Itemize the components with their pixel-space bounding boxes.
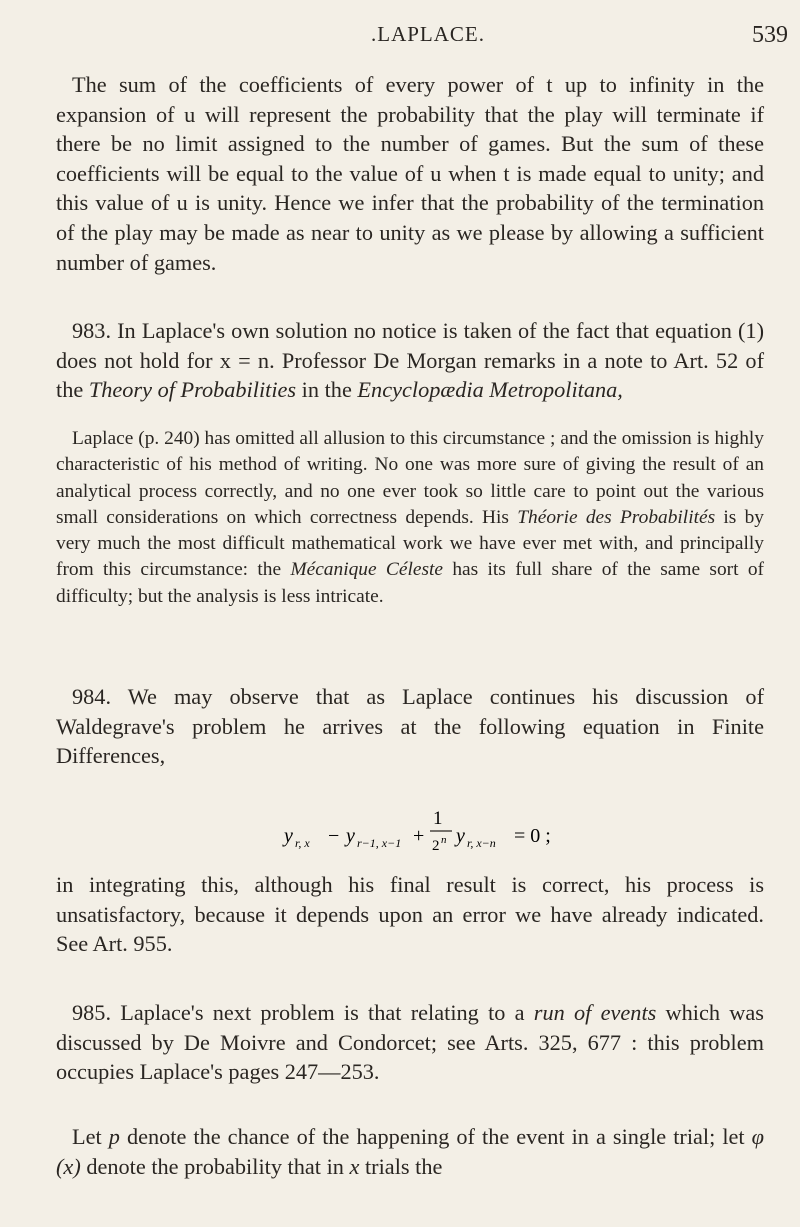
running-title: .LAPLACE. (371, 22, 485, 46)
book-title-theorie: Théorie des Probabilités (517, 506, 716, 528)
paragraph-984-continued (56, 870, 764, 959)
paragraph-text: 983. In Laplace's own solution no notice is taken of the fact that equation (1) does not hold for x = n. Professor De Morgan remarks in a note to Art. 52 of the (56, 318, 764, 403)
finite-difference-equation (200, 798, 680, 858)
equation-svg (200, 798, 680, 858)
running-head (68, 20, 788, 60)
eq-sub3: r, x−n (467, 836, 496, 850)
paragraph-text: denote the chance of the happening of the event in a single trial; let (119, 1124, 752, 1149)
block-quote-de-morgan (56, 426, 764, 610)
eq-plus: + (413, 825, 425, 847)
eq-rhs: = 0 ; (514, 825, 551, 847)
quote-text: has its full share of the same sort of difficulty; but the analysis is less intricate. (56, 559, 764, 607)
paragraph-text: in the (296, 377, 358, 403)
paragraph-text: in integrating this, although his final result is correct, his process is unsatisfactory, because it depends upon an error we have already indicated. See Art. 955. (56, 872, 764, 957)
eq-sub2: r−1, x−1 (357, 836, 402, 850)
paragraph-text: 985. Laplace's next problem is that relating to a (72, 1000, 534, 1025)
symbol-p: p (108, 1124, 120, 1149)
paragraph-985-continued (56, 1122, 764, 1181)
eq-minus: − (328, 825, 340, 847)
italic-run-of-events: run of events (533, 1000, 657, 1025)
eq-numerator: 1 (433, 808, 443, 829)
paragraph-text: denote the probability that in (80, 1153, 350, 1179)
eq-denominator: 2 (432, 838, 440, 854)
eq-sub1: r, x (295, 836, 310, 850)
paragraph-text: The sum of the coefficients of every power of t up to infinity in the expansion of u will represent the probability that the play will terminate if there be no limit assigned to the number of games. But the sum of these coefficients will be equal to the value of u when t is made equal to unity; and this value of u is unity. Hence we infer that the probability of the termination of the play may be made as near to unity as we please by allowing a sufficient number of games. (56, 72, 764, 275)
paragraph-text: Let (72, 1124, 109, 1149)
symbol-phi-x: φ (x) (56, 1124, 764, 1179)
eq-y3: y (456, 825, 465, 847)
quote-text: is by very much the most difficult mathematical work we have ever met with, and principally from this circumstance: the (56, 506, 764, 581)
paragraph-983 (56, 316, 764, 405)
paragraph-termination-probability (56, 70, 764, 277)
book-title-theory: Theory of Probabilities (88, 377, 297, 403)
page-number: 539 (752, 22, 788, 48)
quote-text: Laplace (p. 240) has omitted all allusion to this circumstance ; and the omission is highly characteristic of his method of writing. No one was more sure of giving the result of an analytical process correctly, and no one ever took so little care to point out the various small considerations on which correctness depends. His (56, 428, 764, 528)
paragraph-984 (56, 682, 764, 771)
paragraph-text: which was discussed by De Moivre and Condorcet; see Arts. 325, 677 : this problem occupies Laplace's pages 247—253. (56, 1000, 764, 1085)
symbol-x: x (349, 1153, 360, 1179)
paragraph-985 (56, 998, 764, 1087)
eq-y2: y (346, 825, 355, 847)
eq-y1: y (284, 825, 293, 847)
book-title-mecanique: Mécanique Céleste (290, 559, 443, 581)
eq-exponent: n (441, 834, 447, 846)
book-title-encyclopaedia: Encyclopædia Metropolitana, (357, 377, 623, 403)
paragraph-text: trials the (359, 1153, 443, 1179)
paragraph-text: 984. We may observe that as Laplace continues his discussion of Waldegrave's problem he arrives at the following equation in Finite Differences, (56, 684, 764, 769)
